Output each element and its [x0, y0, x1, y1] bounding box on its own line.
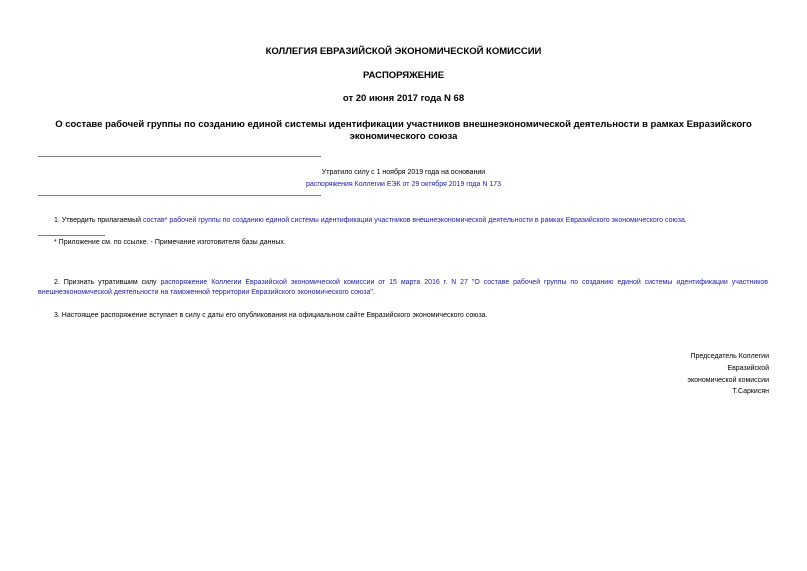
divider-bottom [38, 195, 321, 196]
signature-org-line-1: Евразийской [727, 365, 769, 372]
paragraph-1-suffix: . [684, 217, 687, 224]
cancellation-link-line [160, 180, 647, 190]
paragraph-2 [38, 278, 768, 298]
repealed-order-link[interactable]: распоряжение Коллегии Евразийской экономической комиссии от 15 марта 2016 г. N 27 "О составе рабочей группы по созданию единой системы идентификации участников внешнеэкономической деятельности на таможенной территории Евразийского экономического союза" [38, 279, 768, 296]
document-type: РАСПОРЯЖЕНИЕ [362, 70, 445, 81]
paragraph-1 [38, 216, 768, 226]
paragraph-3: 3. Настоящее распоряжение вступает в силу с даты его опубликования на официальном сайте Евразийского экономического союза. [54, 312, 488, 319]
footnote-divider [38, 235, 105, 236]
divider-top [38, 156, 321, 157]
document-date: от 20 июня 2017 года N 68 [342, 93, 465, 104]
signature-position: Председатель Коллегии [690, 353, 769, 360]
cancellation-link[interactable]: распоряжения Коллегии ЕЭК от 29 октября 2019 года N 173 [305, 181, 502, 188]
footnote: * Приложение см. по ссылке. - Примечание изготовителя базы данных. [54, 239, 286, 246]
document-subject: О составе рабочей группы по созданию единой системы идентификации участников внешнеэкономической деятельности в рамках Евразийского экономического союза [55, 119, 752, 142]
composition-link[interactable]: состав* рабочей группы по созданию единой системы идентификации участников внешнеэкономической деятельности в рамках Евразийского экономического союза [142, 217, 685, 224]
signature-org-line-2: экономической комиссии [687, 377, 769, 384]
paragraph-1-prefix: 1. Утвердить прилагаемый [54, 217, 143, 224]
organization-title: КОЛЛЕГИЯ ЕВРАЗИЙСКОЙ ЭКОНОМИЧЕСКОЙ КОМИССИИ [265, 46, 542, 57]
paragraph-2-suffix: . [372, 289, 375, 296]
cancellation-note: Утратило силу с 1 ноября 2019 года на основании [321, 169, 486, 176]
signature-name: Т.Саркисян [732, 388, 769, 395]
paragraph-2-prefix: 2. Признать утратившим силу [54, 279, 161, 286]
